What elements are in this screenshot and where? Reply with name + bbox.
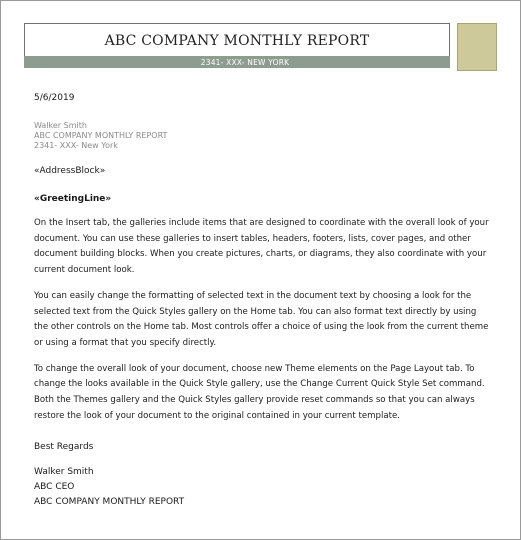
report-subtitle: 2341- XXX- NEW YORK	[200, 57, 290, 67]
signature-company: ABC COMPANY MONTHLY REPORT	[34, 497, 185, 508]
signature-block	[34, 465, 492, 510]
closing-line: Best Regards	[34, 442, 94, 453]
header-band	[24, 56, 450, 68]
sender-block	[34, 121, 492, 151]
body-paragraph: To change the overall look of your document, choose new Theme elements on the Page Layout tab. To change the looks available in the Quick Style gallery, use the Change Current Quick Style Set command. Both the Themes gallery and the Quick Styles gallery provide reset commands so that you can always restore the look of your document to the original contained in your current template.	[34, 363, 485, 421]
report-header	[24, 23, 450, 58]
body-paragraph: On the Insert tab, the galleries include items that are designed to coordinate with the overall look of your document. You can use these galleries to insert tables, headers, footers, lists, cover pages, and other document building blocks. When you create pictures, charts, or diagrams, they also coordinate with your current document look.	[34, 218, 489, 276]
accent-block	[457, 23, 497, 71]
report-title: ABC COMPANY MONTHLY REPORT	[104, 32, 370, 49]
greeting-line-field: «GreetingLine»	[34, 194, 112, 204]
signature-title: ABC CEO	[34, 482, 75, 493]
sender-company: ABC COMPANY MONTHLY REPORT	[34, 131, 168, 140]
signature-name: Walker Smith	[34, 467, 94, 478]
letter-body	[34, 93, 492, 510]
letter-date: 5/6/2019	[34, 93, 75, 103]
address-block-field: «AddressBlock»	[34, 166, 106, 176]
body-paragraph: You can easily change the formatting of selected text in the document text by choosing a look for the selected text from the Quick Styles gallery on the Home tab. You can also format text directly by using the other controls on the Home tab. Most controls offer a choice of using the look from the current theme or using a format that you specify directly.	[34, 290, 489, 348]
sender-address: 2341- XXX- New York	[34, 141, 118, 150]
sender-name: Walker Smith	[34, 121, 87, 130]
